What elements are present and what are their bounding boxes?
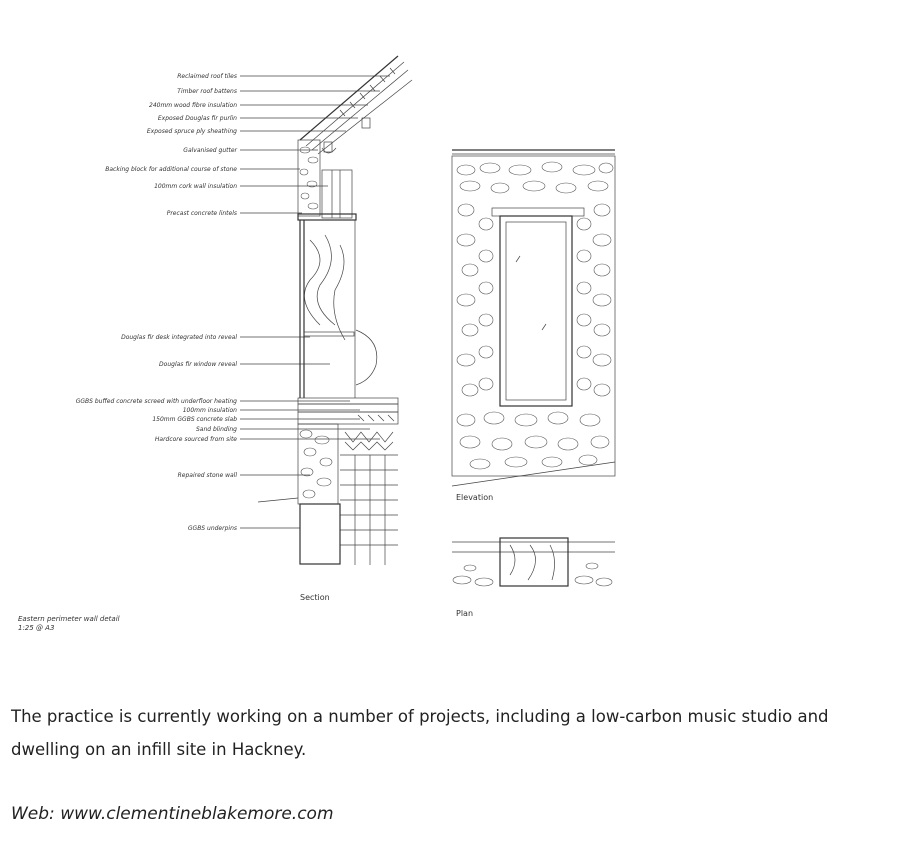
label-cork-insulation: 100mm cork wall insulation (154, 183, 237, 190)
label-roof-battens: Timber roof battens (177, 88, 237, 95)
label-ply-sheathing: Exposed spruce ply sheathing (146, 128, 237, 135)
detail-title: Eastern perimeter wall detail (18, 615, 120, 623)
section-view (298, 56, 412, 565)
label-roof-tiles: Reclaimed roof tiles (177, 73, 237, 80)
website-link[interactable]: Web: www.clementineblakemore.com (11, 804, 334, 824)
plan-view (452, 538, 615, 586)
section-labels (76, 73, 238, 532)
label-hardcore: Hardcore sourced from site (154, 436, 237, 443)
label-wood-fibre: 240mm wood fibre insulation (149, 102, 237, 109)
label-window-reveal: Douglas fir window reveal (159, 361, 237, 368)
label-purlin: Exposed Douglas fir purlin (157, 115, 237, 122)
section-caption: Section (300, 593, 330, 602)
label-gutter: Galvanised gutter (183, 147, 237, 154)
elevation-caption: Elevation (456, 493, 494, 502)
leader-lines (240, 76, 390, 528)
label-desk: Douglas fir desk integrated into reveal (121, 334, 237, 341)
label-insulation: 100mm insulation (182, 407, 237, 414)
elevation-view (452, 150, 615, 486)
label-sand-blinding: Sand blinding (195, 426, 237, 433)
label-slab: 150mm GGBS concrete slab (152, 416, 237, 423)
label-underpins: GGBS underpins (187, 525, 237, 532)
label-stone-wall: Repaired stone wall (177, 472, 237, 479)
label-lintels: Precast concrete lintels (166, 210, 237, 217)
article-paragraph: The practice is currently working on a number of projects, including a low-carbon music studio and dwelling on an infill site in Hackney. (11, 707, 829, 759)
label-backing-block: Backing block for additional course of stone (105, 166, 237, 173)
plan-caption: Plan (456, 609, 474, 618)
detail-scale: 1:25 @ A3 (18, 624, 55, 632)
label-screed: GGBS buffed concrete screed with underfloor heating (75, 398, 237, 405)
